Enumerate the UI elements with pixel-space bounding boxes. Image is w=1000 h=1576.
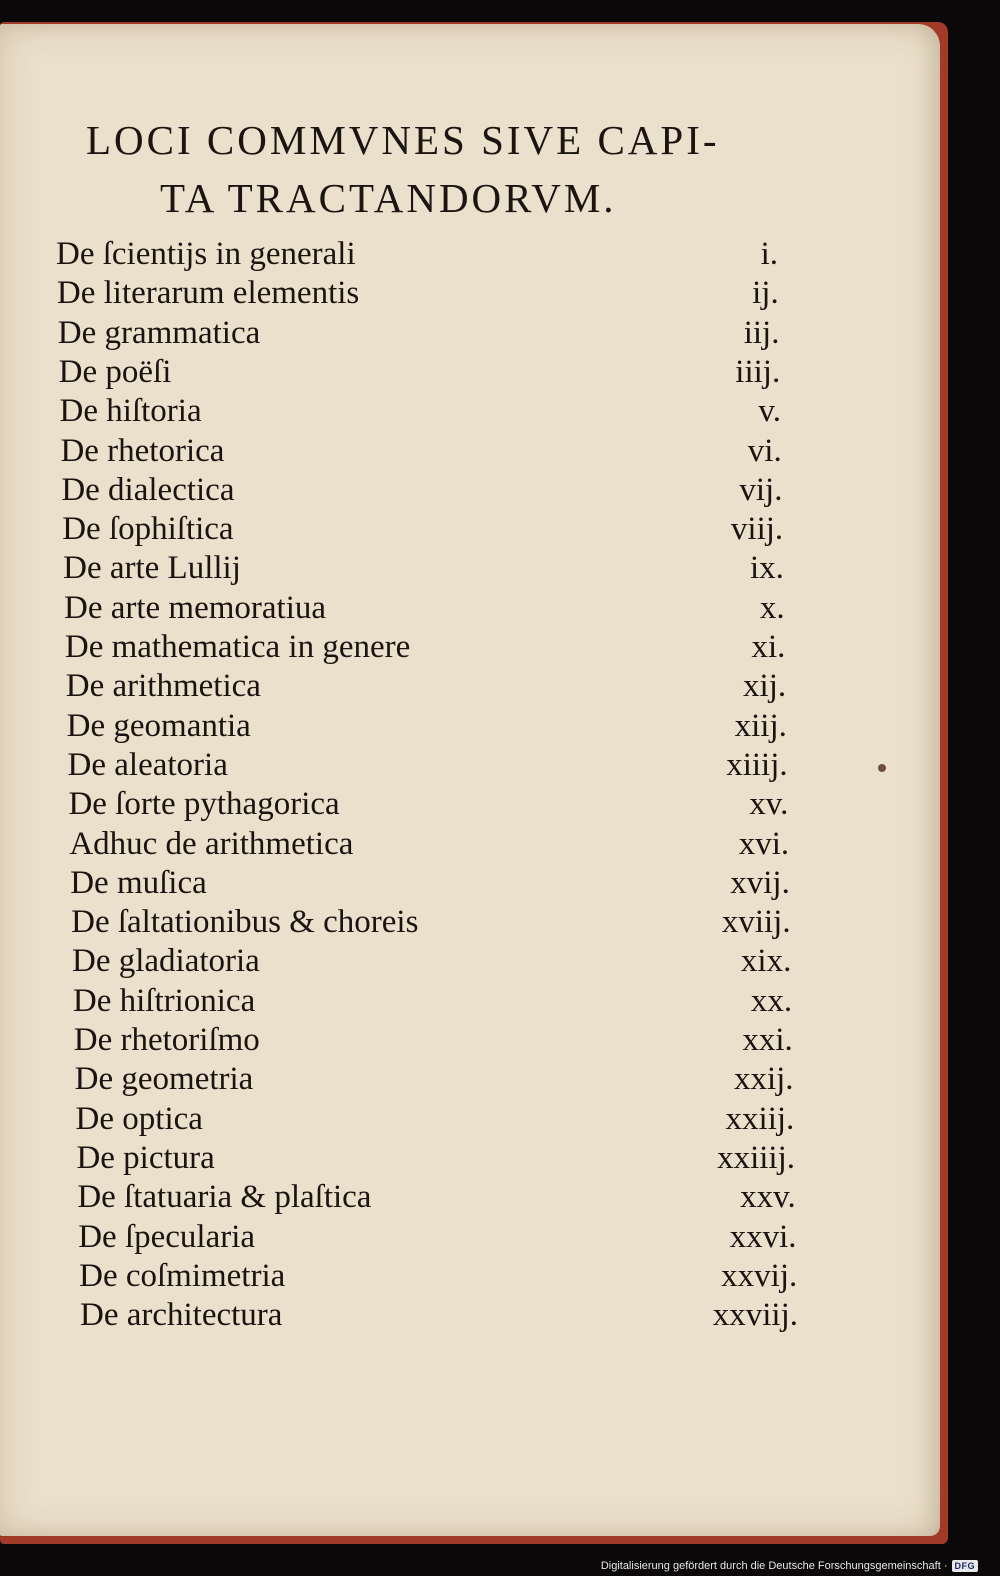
toc-entry bbox=[74, 1022, 834, 1062]
toc-entry bbox=[76, 1140, 836, 1180]
toc-entry-title: De coſmimetria bbox=[79, 1257, 286, 1294]
toc-entry-title: De aleatoria bbox=[67, 746, 228, 783]
book-page bbox=[0, 24, 940, 1536]
heading-line-1: LOCI COMMVNES SIVE CAPI- bbox=[86, 117, 720, 163]
toc-entry-title: De ſophiſtica bbox=[62, 511, 234, 548]
digitization-credit bbox=[601, 1560, 978, 1572]
toc-entry-chapter-number: vi. bbox=[747, 432, 782, 469]
toc-entry-title: De ſorte pythagorica bbox=[68, 786, 340, 823]
toc-entry-chapter-number: xvij. bbox=[730, 864, 790, 901]
toc-entry-chapter-number: xiij. bbox=[734, 707, 787, 744]
toc-entry bbox=[70, 865, 830, 905]
toc-entry-chapter-number: xxiiij. bbox=[717, 1139, 796, 1176]
toc-entry bbox=[63, 550, 823, 590]
toc-entry bbox=[60, 393, 820, 433]
toc-entry-title: De mathematica in genere bbox=[64, 629, 411, 665]
toc-entry-title: De arithmetica bbox=[65, 668, 261, 705]
toc-entry-title: De rhetoriſmo bbox=[73, 1022, 260, 1058]
toc-entry bbox=[72, 943, 832, 983]
toc-entry-title: De pictura bbox=[76, 1139, 215, 1176]
toc-entry-chapter-number: xxiij. bbox=[725, 1100, 795, 1137]
toc-entry bbox=[62, 511, 822, 551]
toc-entry bbox=[80, 1297, 840, 1337]
toc-entry bbox=[75, 1061, 835, 1101]
toc-entry-chapter-number: xix. bbox=[740, 943, 792, 980]
toc-entry-title: De geomantia bbox=[66, 707, 251, 744]
toc-entry-chapter-number: xxvi. bbox=[729, 1218, 797, 1255]
toc-entry-title: De hiſtrionica bbox=[72, 982, 256, 1019]
toc-entry-chapter-number: xvi. bbox=[738, 825, 790, 862]
toc-entry-title: De ſpecularia bbox=[78, 1218, 256, 1255]
toc-entry bbox=[71, 904, 831, 944]
toc-entry bbox=[78, 1219, 838, 1259]
table-of-contents bbox=[0, 24, 940, 1524]
toc-entry-title: De ſcientijs in generali bbox=[56, 236, 356, 272]
toc-entry-title: De ſtatuaria & plaſtica bbox=[77, 1179, 372, 1216]
toc-entry bbox=[59, 354, 819, 394]
toc-entry-chapter-number: xviij. bbox=[721, 904, 791, 941]
heading-line-2: TA TRACTANDORVM. bbox=[160, 175, 617, 221]
toc-entry-title: De dialectica bbox=[61, 471, 235, 508]
toc-entry bbox=[66, 668, 826, 708]
toc-entry-title: De geometria bbox=[74, 1061, 254, 1098]
toc-entry bbox=[69, 826, 829, 866]
toc-entry-chapter-number: xxv. bbox=[740, 1179, 796, 1216]
toc-entry-chapter-number: xxij. bbox=[733, 1061, 794, 1098]
toc-entry-chapter-number: iij. bbox=[743, 314, 780, 351]
toc-entry-chapter-number: xx. bbox=[750, 982, 793, 1019]
toc-entry-title: De ſaltationibus & choreis bbox=[71, 904, 419, 941]
toc-entry-title: De architectura bbox=[80, 1297, 283, 1334]
toc-entry-title: De grammatica bbox=[57, 314, 261, 351]
toc-entry-chapter-number: viij. bbox=[730, 511, 784, 548]
toc-entry-chapter-number: ij. bbox=[752, 275, 779, 312]
toc-entry bbox=[68, 786, 828, 826]
toc-entry bbox=[68, 747, 828, 787]
ink-spot bbox=[878, 764, 886, 772]
toc-entry bbox=[64, 590, 824, 630]
toc-entry-title: De literarum elementis bbox=[56, 275, 360, 312]
toc-entry-title: De arte memoratiua bbox=[64, 589, 327, 626]
toc-entry-title: De gladiatoria bbox=[72, 943, 260, 980]
toc-entry bbox=[61, 472, 821, 512]
toc-entry-chapter-number: xxviij. bbox=[712, 1297, 798, 1334]
toc-entry-chapter-number: xxi. bbox=[742, 1022, 793, 1058]
toc-entry-chapter-number: vij. bbox=[739, 471, 783, 508]
toc-entry bbox=[65, 629, 825, 669]
toc-entry-title: De optica bbox=[75, 1100, 203, 1137]
toc-entry-chapter-number: i. bbox=[760, 236, 778, 272]
toc-entry-chapter-number: xi. bbox=[751, 629, 786, 665]
credit-text: Digitalisierung gefördert durch die Deutsche Forschungsgemeinschaft · bbox=[600, 1560, 948, 1572]
toc-entry-chapter-number: v. bbox=[758, 393, 781, 430]
toc-entry bbox=[58, 315, 818, 355]
toc-entry-chapter-number: xv. bbox=[749, 786, 789, 823]
toc-entry bbox=[73, 983, 833, 1023]
toc-entry-title: De rhetorica bbox=[60, 432, 225, 469]
toc-entry bbox=[56, 236, 816, 276]
toc-entry-title: De hiſtoria bbox=[59, 393, 202, 430]
dfg-logo: DFG bbox=[952, 1560, 979, 1572]
toc-entry-title: De muſica bbox=[70, 864, 207, 901]
toc-entry bbox=[79, 1258, 839, 1298]
toc-entry bbox=[60, 433, 820, 473]
toc-entry-title: De poëſi bbox=[58, 353, 172, 390]
toc-entry-chapter-number: xiiij. bbox=[726, 746, 788, 783]
toc-entry-title: Adhuc de arithmetica bbox=[69, 825, 354, 862]
toc-entry-chapter-number: xij. bbox=[743, 668, 787, 705]
toc-entry bbox=[57, 275, 817, 315]
toc-entry bbox=[77, 1179, 837, 1219]
toc-entry-chapter-number: ix. bbox=[750, 550, 784, 587]
toc-entry-chapter-number: x. bbox=[759, 589, 785, 626]
toc-entry-title: De arte Lullij bbox=[63, 550, 241, 587]
toc-entry bbox=[76, 1101, 836, 1141]
toc-entry-chapter-number: xxvij. bbox=[721, 1257, 798, 1294]
toc-entry bbox=[67, 708, 827, 748]
toc-entry-chapter-number: iiij. bbox=[735, 353, 781, 390]
